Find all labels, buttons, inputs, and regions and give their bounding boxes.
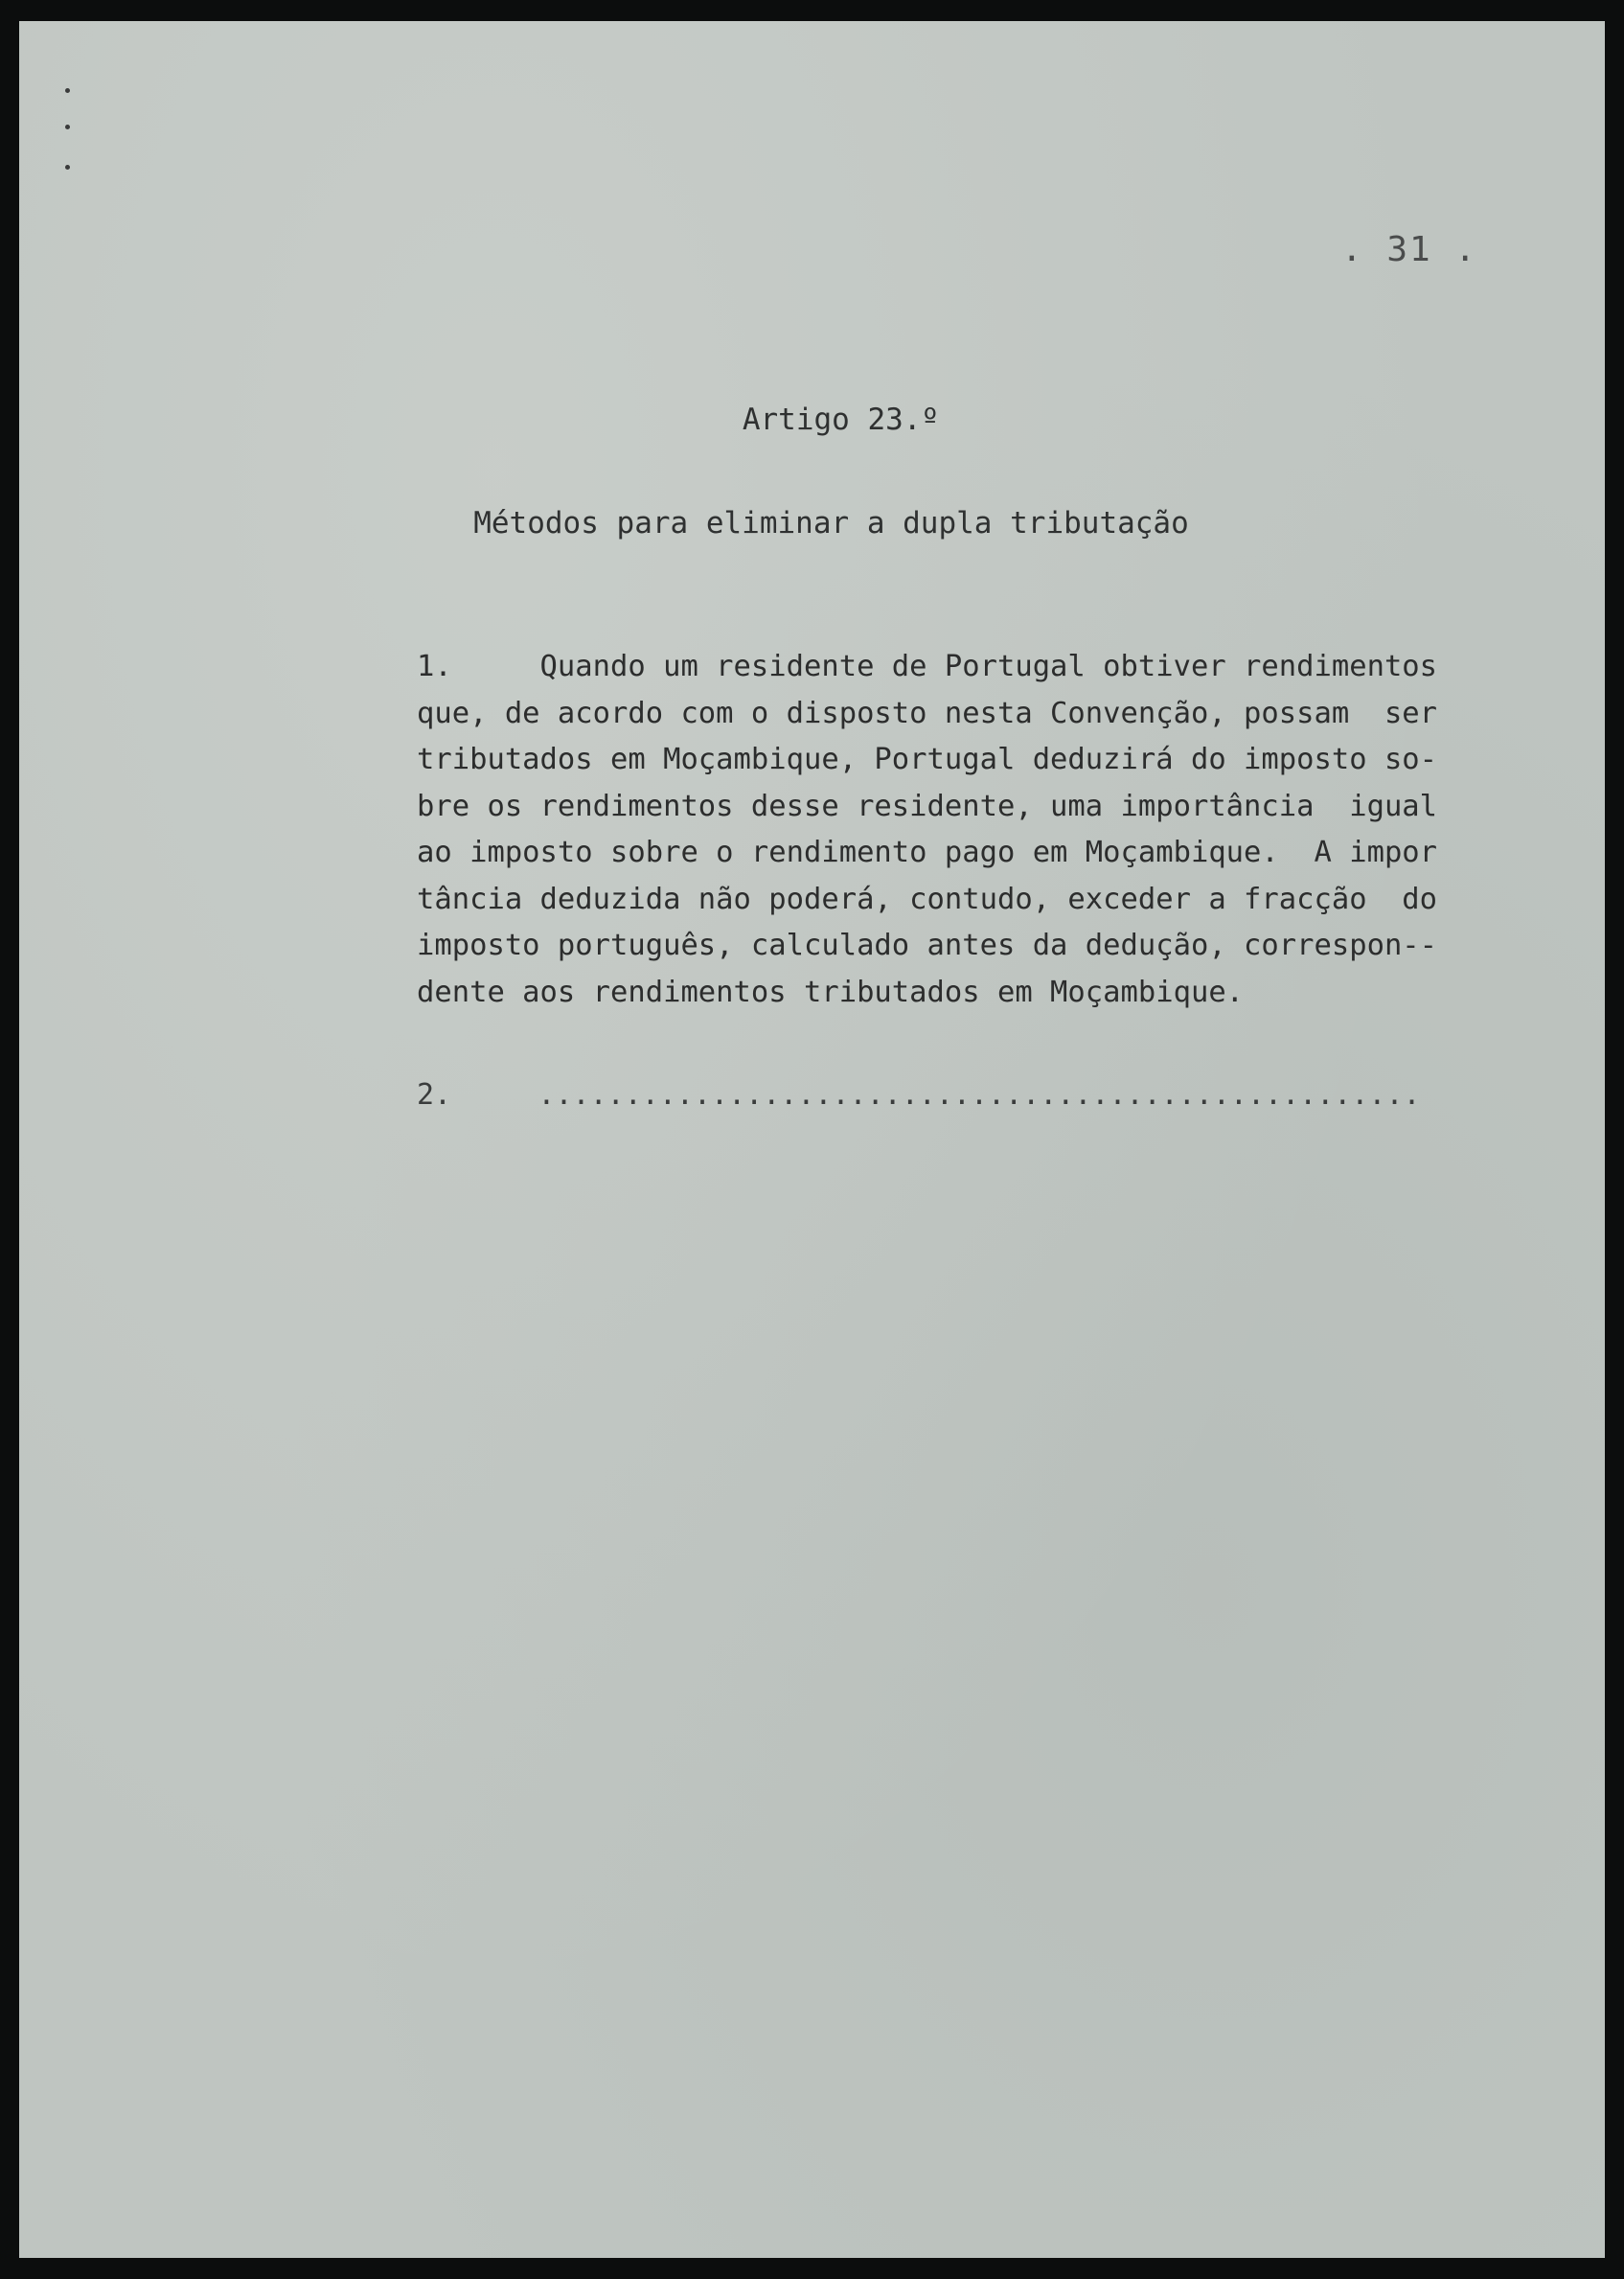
punch-mark [65,165,70,170]
paragraph-2: 2. ................................................... [417,1078,1421,1112]
text-line: dente aos rendimentos tributados em Moçambique. [417,975,1245,1009]
text-line: bre os rendimentos desse residente, uma importância igual [417,789,1438,823]
punch-mark [65,88,70,93]
text-line: que, de acordo com o disposto nesta Convenção, possam ser [417,696,1438,730]
paragraph-1 [417,644,1452,1016]
article-title: Artigo 23.º [742,403,940,437]
text-line: tributados em Moçambique, Portugal deduzirá do imposto so- [417,743,1438,776]
text-line: ao imposto sobre o rendimento pago em Moçambique. A impor [417,836,1438,869]
text-line: imposto português, calculado antes da dedução, correspon-- [417,929,1438,962]
text-line: 1. Quando um residente de Portugal obtiver rendimentos [417,650,1438,683]
document-page [19,21,1605,2258]
page-number: . 31 . [1341,230,1478,269]
text-line: tância deduzida não poderá, contudo, exceder a fracção do [417,882,1438,916]
article-heading: Métodos para eliminar a dupla tributação [473,506,1189,541]
punch-mark [65,125,70,129]
